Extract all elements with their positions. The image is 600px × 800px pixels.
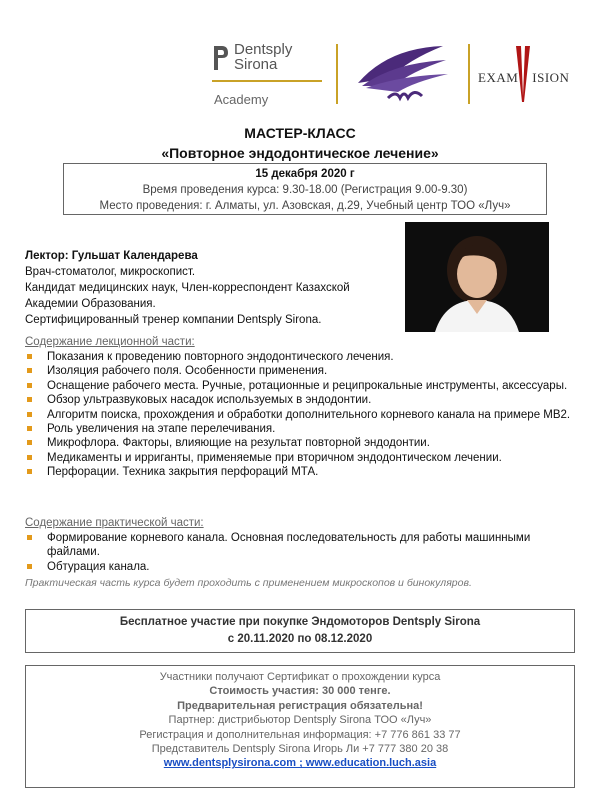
list-item: Обтурация канала. [25,560,585,574]
list-item: Показания к проведению повторного эндодонтического лечения. [25,350,585,364]
list-item: Перфорации. Техника закрытия перфораций МТА. [25,465,585,479]
lector-line: Сертифицированный тренер компании Dentsply Sirona. [25,314,322,326]
representative-text: Представитель Dentsply Sirona Игорь Ли +7 777 380 20 38 [151,743,449,756]
event-date: 15 декабря 2020 г [255,168,355,180]
logo-divider [336,44,338,104]
website-links[interactable]: www.dentsplysirona.com ; www.education.luch.asia [163,757,437,770]
list-item: Роль увеличения на этапе перелечивания. [25,422,585,436]
dentsply-mark-icon [212,44,230,72]
contact-text: Регистрация и дополнительная информация: +7 776 861 33 77 [139,728,461,741]
lector-photo [405,222,549,332]
logo-divider [468,44,470,104]
certificate-text: Участники получают Сертификат о прохождении курса [159,671,441,683]
offer-box [25,609,575,653]
page-title: МАСТЕР-КЛАСС «Повторное эндодонтическое лечение» [161,125,439,161]
lecture-list [25,350,585,480]
examvision-wordmark: EXAM ISION [478,70,570,85]
list-item: Микрофлора. Факторы, влияющие на результат повторной эндодонтии. [25,436,585,450]
academy-label: Academy [214,92,269,107]
logo-bar [210,38,580,113]
offer-text: Бесплатное участие при покупке Эндомоторов Dentsply Sirona [119,616,481,628]
event-details-box [63,163,547,215]
practice-note: Практическая часть курса будет проходить с применением микроскопов и бинокуляров. [25,577,472,589]
practice-list [25,531,585,574]
registration-text: Предварительная регистрация обязательна! [177,699,423,712]
lector-line: Кандидат медицинских наук, Член-корреспондент Казахской Академии Образования. [25,282,350,310]
practice-heading: Содержание практической части: [25,517,204,529]
list-item: Обзор ультразвуковых насадок используемых в эндодонтии. [25,393,585,407]
lector-info [25,248,395,328]
lecture-heading: Содержание лекционной части: [25,336,195,348]
event-place: Место проведения: г. Алматы, ул. Азовская, д.29, Учебный центр ТОО «Луч» [99,200,511,212]
offer-dates: с 20.11.2020 по 08.12.2020 [227,633,373,645]
event-time: Время проведения курса: 9.30-18.00 (Регистрация 9.00-9.30) [142,184,468,196]
lector-name: Лектор: Гульшат Календарева [25,250,198,262]
luch-emblem-icon [348,38,458,113]
footer-info-box [25,665,575,788]
examvision-v-icon [516,46,530,102]
dentsply-sirona-logo [210,38,330,113]
examvision-logo [478,46,578,106]
list-item: Изоляция рабочего поля. Особенности применения. [25,364,585,378]
lector-portrait-icon [405,222,549,332]
partner-text: Партнер: дистрибьютор Dentsply Sirona ТОО «Луч» [168,714,432,727]
price-text: Стоимость участия: 30 000 тенге. [209,685,391,698]
list-item: Алгоритм поиска, прохождения и обработки дополнительного корневого канала на примере МВ2. [25,408,585,422]
lector-line: Врач-стоматолог, микроскопист. [25,266,196,278]
luch-logo [348,38,458,113]
dentsply-wordmark: Dentsply Sirona [234,41,293,73]
logo-gold-line [212,80,322,82]
list-item: Оснащение рабочего места. Ручные, ротационные и реципрокальные инструменты, аксессуары. [25,379,585,393]
list-item: Формирование корневого канала. Основная последовательность для работы машинными файлами. [25,531,585,560]
list-item: Медикаменты и ирриганты, применяемые при вторичном эндодонтическом лечении. [25,451,585,465]
